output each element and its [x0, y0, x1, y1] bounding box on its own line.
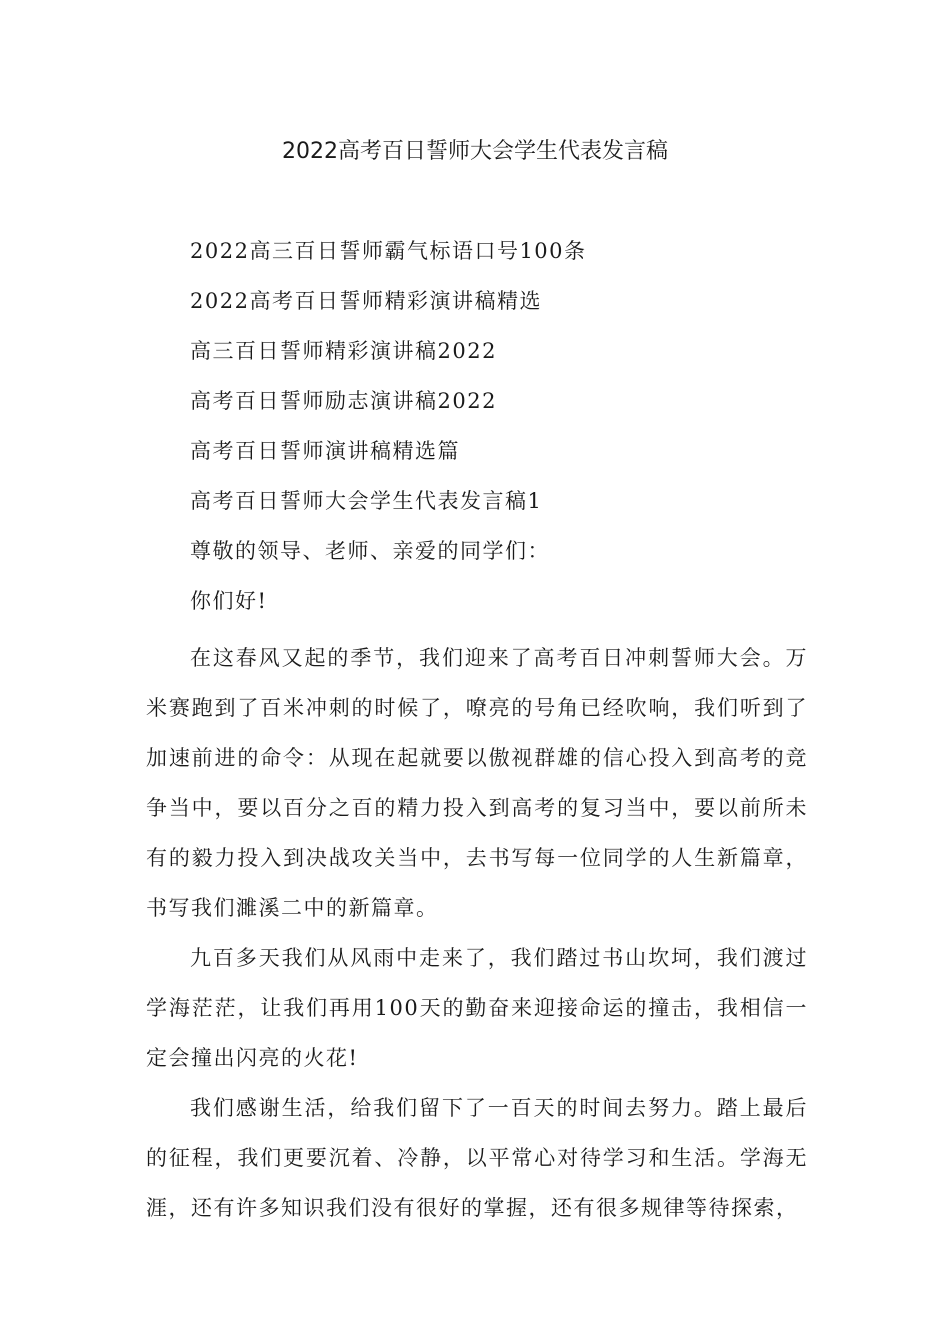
list-item: 2022高考百日誓师精彩演讲稿精选: [190, 289, 542, 313]
greeting-line: 尊敬的领导、老师、亲爱的同学们：: [190, 539, 550, 563]
body-paragraph: 九百多天我们从风雨中走来了，我们踏过书山坎坷，我们渡过学海茫茫，让我们再用100天的勤奋来迎接命运的撞击，我相信一定会撞出闪亮的火花!: [146, 946, 808, 1070]
list-item: 2022高三百日誓师霸气标语口号100条: [190, 239, 587, 263]
body-paragraph: 在这春风又起的季节，我们迎来了高考百日冲刺誓师大会。万米赛跑到了百米冲刺的时候了，嘹亮的号角已经吹响，我们听到了加速前进的命令：从现在起就要以傲视群雄的信心投入到高考的竞争当中，要以百分之百的精力投入到高考的复习当中，要以前所未有的毅力投入到决战攻关当中，去书写每一位同学的人生新篇章，书写我们濉溪二中的新篇章。: [146, 646, 808, 920]
list-item: 高三百日誓师精彩演讲稿2022: [190, 339, 497, 363]
body-paragraph: 我们感谢生活，给我们留下了一百天的时间去努力。踏上最后的征程，我们更要沉着、冷静，以平常心对待学习和生活。学海无涯，还有许多知识我们没有很好的掌握，还有很多规律等待探索，: [146, 1096, 808, 1220]
document-title: 2022高考百日誓师大会学生代表发言稿: [282, 139, 668, 164]
list-item: 高考百日誓师演讲稿精选篇: [190, 439, 460, 463]
list-item: 高考百日誓师励志演讲稿2022: [190, 389, 497, 413]
list-item: 高考百日誓师大会学生代表发言稿1: [190, 489, 543, 513]
document-body: [146, 233, 808, 1233]
hello-line: 你们好!: [190, 589, 268, 613]
